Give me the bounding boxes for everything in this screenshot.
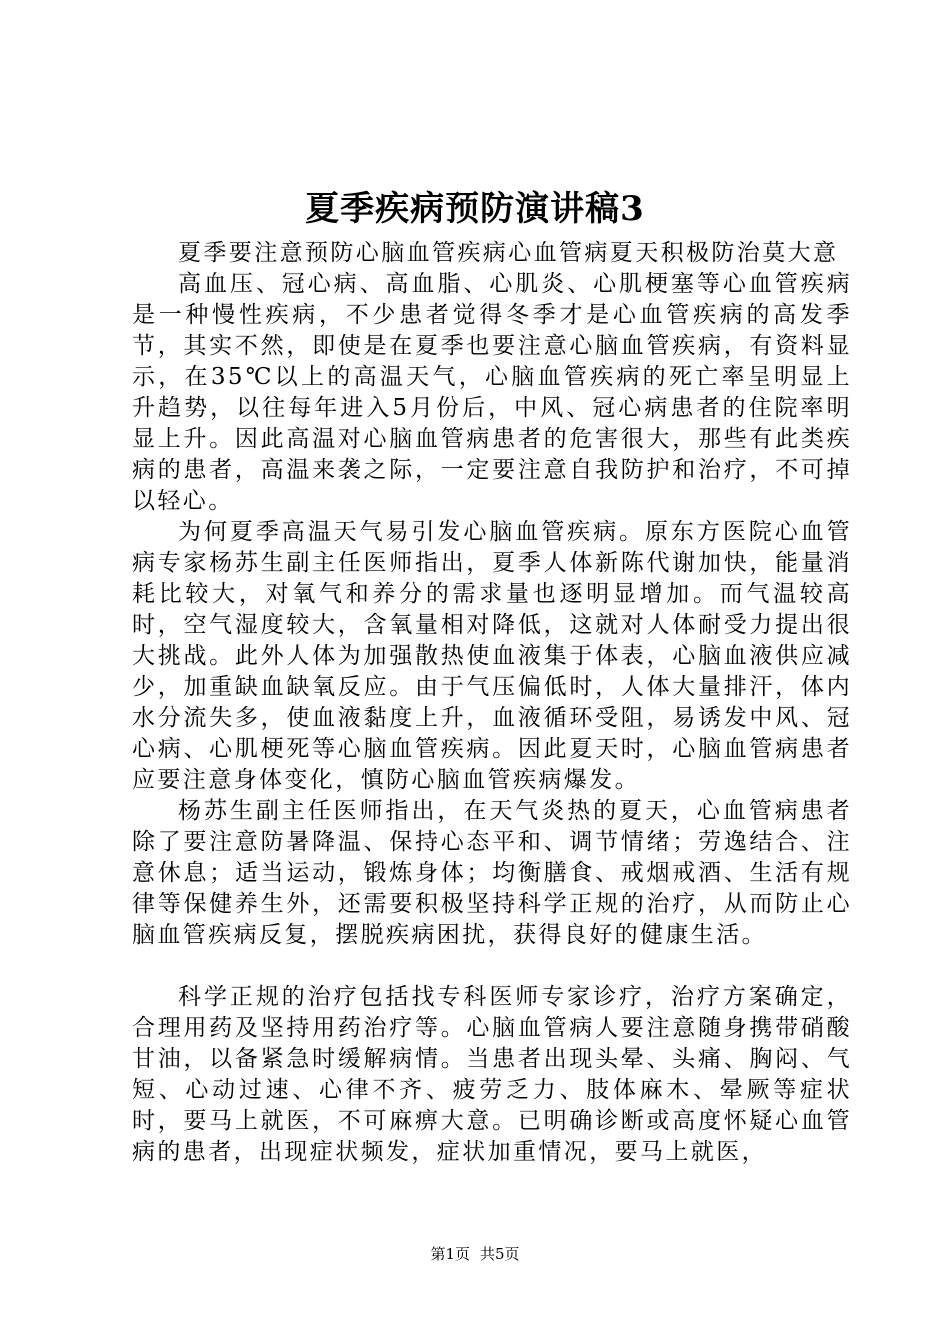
document-title: 夏季疾病预防演讲稿3	[305, 189, 645, 229]
paragraph-heading: 夏季要注意预防心脑血管疾病心血管病夏天积极防治莫大意	[178, 240, 839, 266]
page-footer	[0, 1244, 950, 1264]
page-total: 共5页	[480, 1245, 520, 1263]
paragraph: 杨苏生副主任医师指出，在天气炎热的夏天，心血管病患者除了要注意防暑降温、保持心态平和、调节情绪；劳逸结合、注意休息；适当运动，锻炼身体；均衡膳食、戒烟戒酒、生活有规律等保健养生外，还需要积极坚持科学正规的治疗，从而防止心脑血管疾病反复，摆脱疾病困扰，获得良好的健康生活。	[132, 798, 852, 948]
paragraph: 科学正规的治疗包括找专科医师专家诊疗，治疗方案确定，合理用药及坚持用药治疗等。心脑血管病人要注意随身携带硝酸甘油，以备紧急时缓解病情。当患者出现头晕、头痛、胸闷、气短、心动过速、心律不齐、疲劳乏力、肢体麻木、晕厥等症状时，要马上就医，不可麻痹大意。已明确诊断或高度怀疑心血管病的患者，出现症状频发，症状加重情况，要马上就医，	[132, 984, 852, 1165]
page-number: 第1页	[430, 1245, 470, 1263]
paragraph: 为何夏季高温天气易引发心脑血管疾病。原东方医院心血管病专家杨苏生副主任医师指出，夏季人体新陈代谢加快，能量消耗比较大，对氧气和养分的需求量也逐明显增加。而气温较高时，空气湿度较大，含氧量相对降低，这就对人体耐受力提出很大挑战。此外人体为加强散热使血液集于体表，心脑血液供应减少，加重缺血缺氧反应。由于气压偏低时，人体大量排汗，体内水分流失多，使血液黏度上升，血液循环受阻，易诱发中风、冠心病、心肌梗死等心脑血管疾病。因此夏天时，心脑血管病患者应要注意身体变化，慎防心脑血管疾病爆发。	[132, 519, 852, 793]
paragraph: 高血压、冠心病、高血脂、心肌炎、心肌梗塞等心血管疾病是一种慢性疾病，不少患者觉得冬季才是心血管疾病的高发季节，其实不然，即使是在夏季也要注意心脑血管疾病，有资料显示，在35℃以上的高温天气，心脑血管疾病的死亡率呈明显上升趋势，以往每年进入5月份后，中风、冠心病患者的住院率明显上升。因此高温对心脑血管病患者的危害很大，那些有此类疾病的患者，高温来袭之际，一定要注意自我防护和治疗，不可掉以轻心。	[132, 271, 852, 514]
document-body	[132, 238, 852, 1168]
